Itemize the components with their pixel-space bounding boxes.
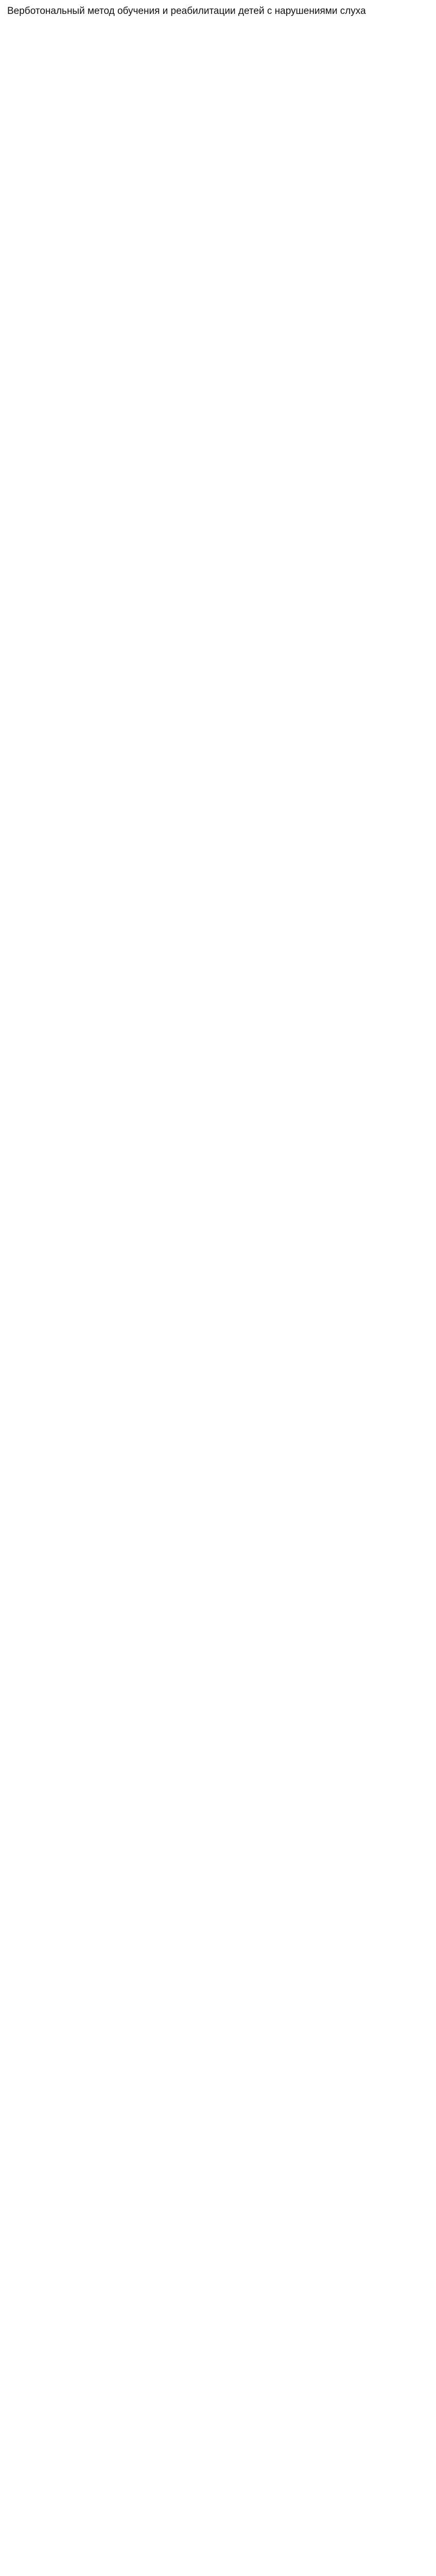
article-page [0, 0, 436, 33]
article-title: Верботональный метод обучения и реабилитации детей с нарушениями слуха [7, 6, 366, 16]
